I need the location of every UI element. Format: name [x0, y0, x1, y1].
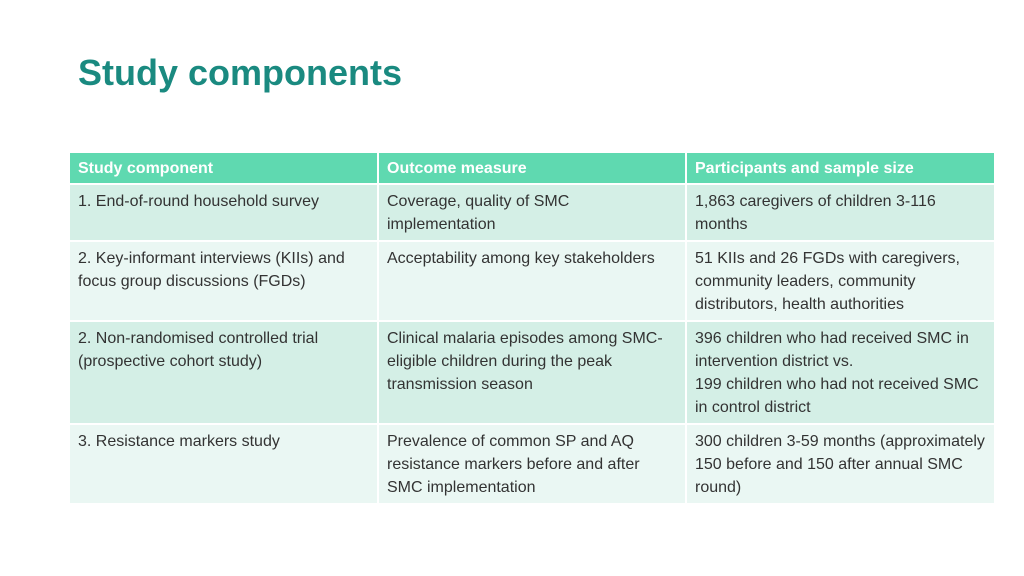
participants-intervention: 396 children who had received SMC in intervention district vs.	[695, 330, 969, 370]
table-row	[70, 241, 994, 321]
table-row	[70, 424, 994, 504]
cell-participants: 300 children 3-59 months (approximately 150 before and 150 after annual SMC round)	[686, 424, 994, 504]
cell-participants	[686, 321, 994, 424]
table-row	[70, 321, 994, 424]
cell-participants: 1,863 caregivers of children 3-116 months	[686, 184, 994, 241]
cell-outcome: Clinical malaria episodes among SMC-eligible children during the peak transmission season	[378, 321, 686, 424]
cell-component: 2. Non-randomised controlled trial (prospective cohort study)	[70, 321, 378, 424]
cell-participants: 51 KIIs and 26 FGDs with caregivers, community leaders, community distributors, health authorities	[686, 241, 994, 321]
cell-component: 1. End-of-round household survey	[70, 184, 378, 241]
cell-outcome: Prevalence of common SP and AQ resistance markers before and after SMC implementation	[378, 424, 686, 504]
header-outcome-measure: Outcome measure	[378, 153, 686, 184]
cell-outcome: Acceptability among key stakeholders	[378, 241, 686, 321]
cell-component: 2. Key-informant interviews (KIIs) and focus group discussions (FGDs)	[70, 241, 378, 321]
table-header-row	[70, 153, 994, 184]
slide-title: Study components	[78, 52, 403, 93]
header-study-component: Study component	[70, 153, 378, 184]
header-participants: Participants and sample size	[686, 153, 994, 184]
table-row	[70, 184, 994, 241]
participants-control: 199 children who had not received SMC in control district	[695, 376, 979, 416]
cell-component: 3. Resistance markers study	[70, 424, 378, 504]
cell-outcome: Coverage, quality of SMC implementation	[378, 184, 686, 241]
study-components-table	[70, 153, 994, 505]
